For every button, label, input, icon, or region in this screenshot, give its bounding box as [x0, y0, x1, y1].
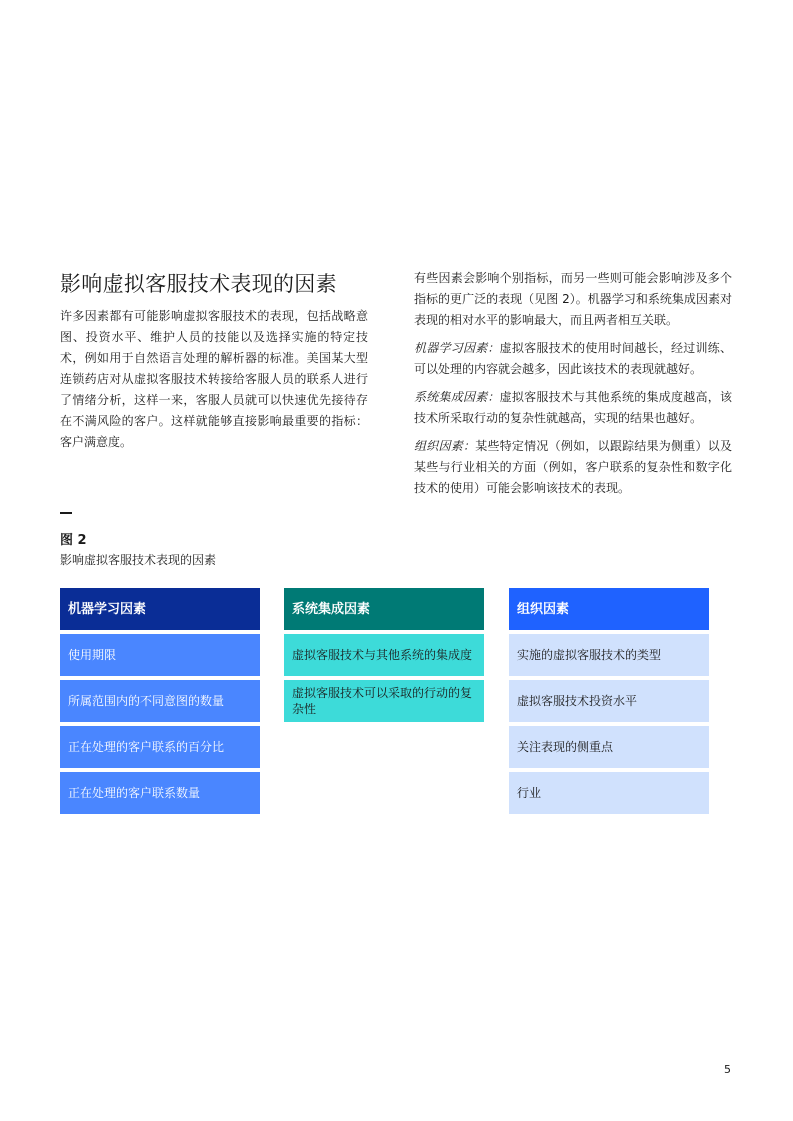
- ml-factors-column: [60, 588, 260, 818]
- si-factor-term: 系统集成因素：: [414, 390, 500, 404]
- ml-factor-item: 所属范围内的不同意图的数量: [60, 680, 260, 722]
- si-factors-header: 系统集成因素: [284, 588, 484, 630]
- left-column: [60, 306, 368, 460]
- figure-label: 图 2: [60, 533, 87, 548]
- org-factor-item: 虚拟客服技术投资水平: [509, 680, 709, 722]
- si-factor-item: 虚拟客服技术可以采取的行动的复杂性: [284, 680, 484, 722]
- org-factor-item: 行业: [509, 772, 709, 814]
- si-factors-column: [284, 588, 484, 726]
- factors-intro-paragraph: 有些因素会影响个别指标，而另一些则可能会影响涉及多个指标的更广泛的表现（见图 2）。机器学习和系统集成因素对表现的相对水平的影响最大，而且两者相互关联。: [414, 271, 732, 327]
- ml-factor-item: 正在处理的客户联系的百分比: [60, 726, 260, 768]
- org-factor-item: 实施的虚拟客服技术的类型: [509, 634, 709, 676]
- si-factor-paragraph: [414, 387, 732, 429]
- ml-factor-item: 使用期限: [60, 634, 260, 676]
- org-factor-text: 某些特定情况（例如，以跟踪结果为侧重）以及某些与行业相关的方面（例如，客户联系的复杂性和数字化技术的使用）可能会影响该技术的表现。: [414, 439, 732, 495]
- figure-caption: 影响虚拟客服技术表现的因素: [60, 553, 217, 567]
- figure-divider: [60, 512, 72, 514]
- org-factor-paragraph: [414, 436, 732, 499]
- org-factor-item: 关注表现的侧重点: [509, 726, 709, 768]
- si-factor-text: 虚拟客服技术与其他系统的集成度越高，该技术所采取行动的复杂性就越高，实现的结果也越好。: [414, 390, 732, 425]
- ml-factor-text: 虚拟客服技术的使用时间越长，经过训练、可以处理的内容就会越多，因此该技术的表现就越好。: [414, 341, 732, 376]
- intro-paragraph: 许多因素都有可能影响虚拟客服技术的表现，包括战略意图、投资水平、维护人员的技能以及选择实施的特定技术，例如用于自然语言处理的解析器的标准。美国某大型连锁药店对从虚拟客服技术转接给客服人员的联系人进行了情绪分析，这样一来，客服人员就可以快速优先接待存在不满风险的客户。这样就能够直接影响最重要的指标：客户满意度。: [60, 309, 368, 449]
- ml-factor-paragraph: [414, 338, 732, 380]
- page-number: 5: [724, 1063, 731, 1076]
- ml-factor-term: 机器学习因素：: [414, 341, 500, 355]
- section-heading: 影响虚拟客服技术表现的因素: [60, 272, 337, 296]
- org-factor-term: 组织因素：: [414, 439, 476, 453]
- ml-factors-header: 机器学习因素: [60, 588, 260, 630]
- org-factors-header: 组织因素: [509, 588, 709, 630]
- right-column: [414, 268, 732, 506]
- org-factors-column: [509, 588, 709, 818]
- ml-factor-item: 正在处理的客户联系数量: [60, 772, 260, 814]
- si-factor-item: 虚拟客服技术与其他系统的集成度: [284, 634, 484, 676]
